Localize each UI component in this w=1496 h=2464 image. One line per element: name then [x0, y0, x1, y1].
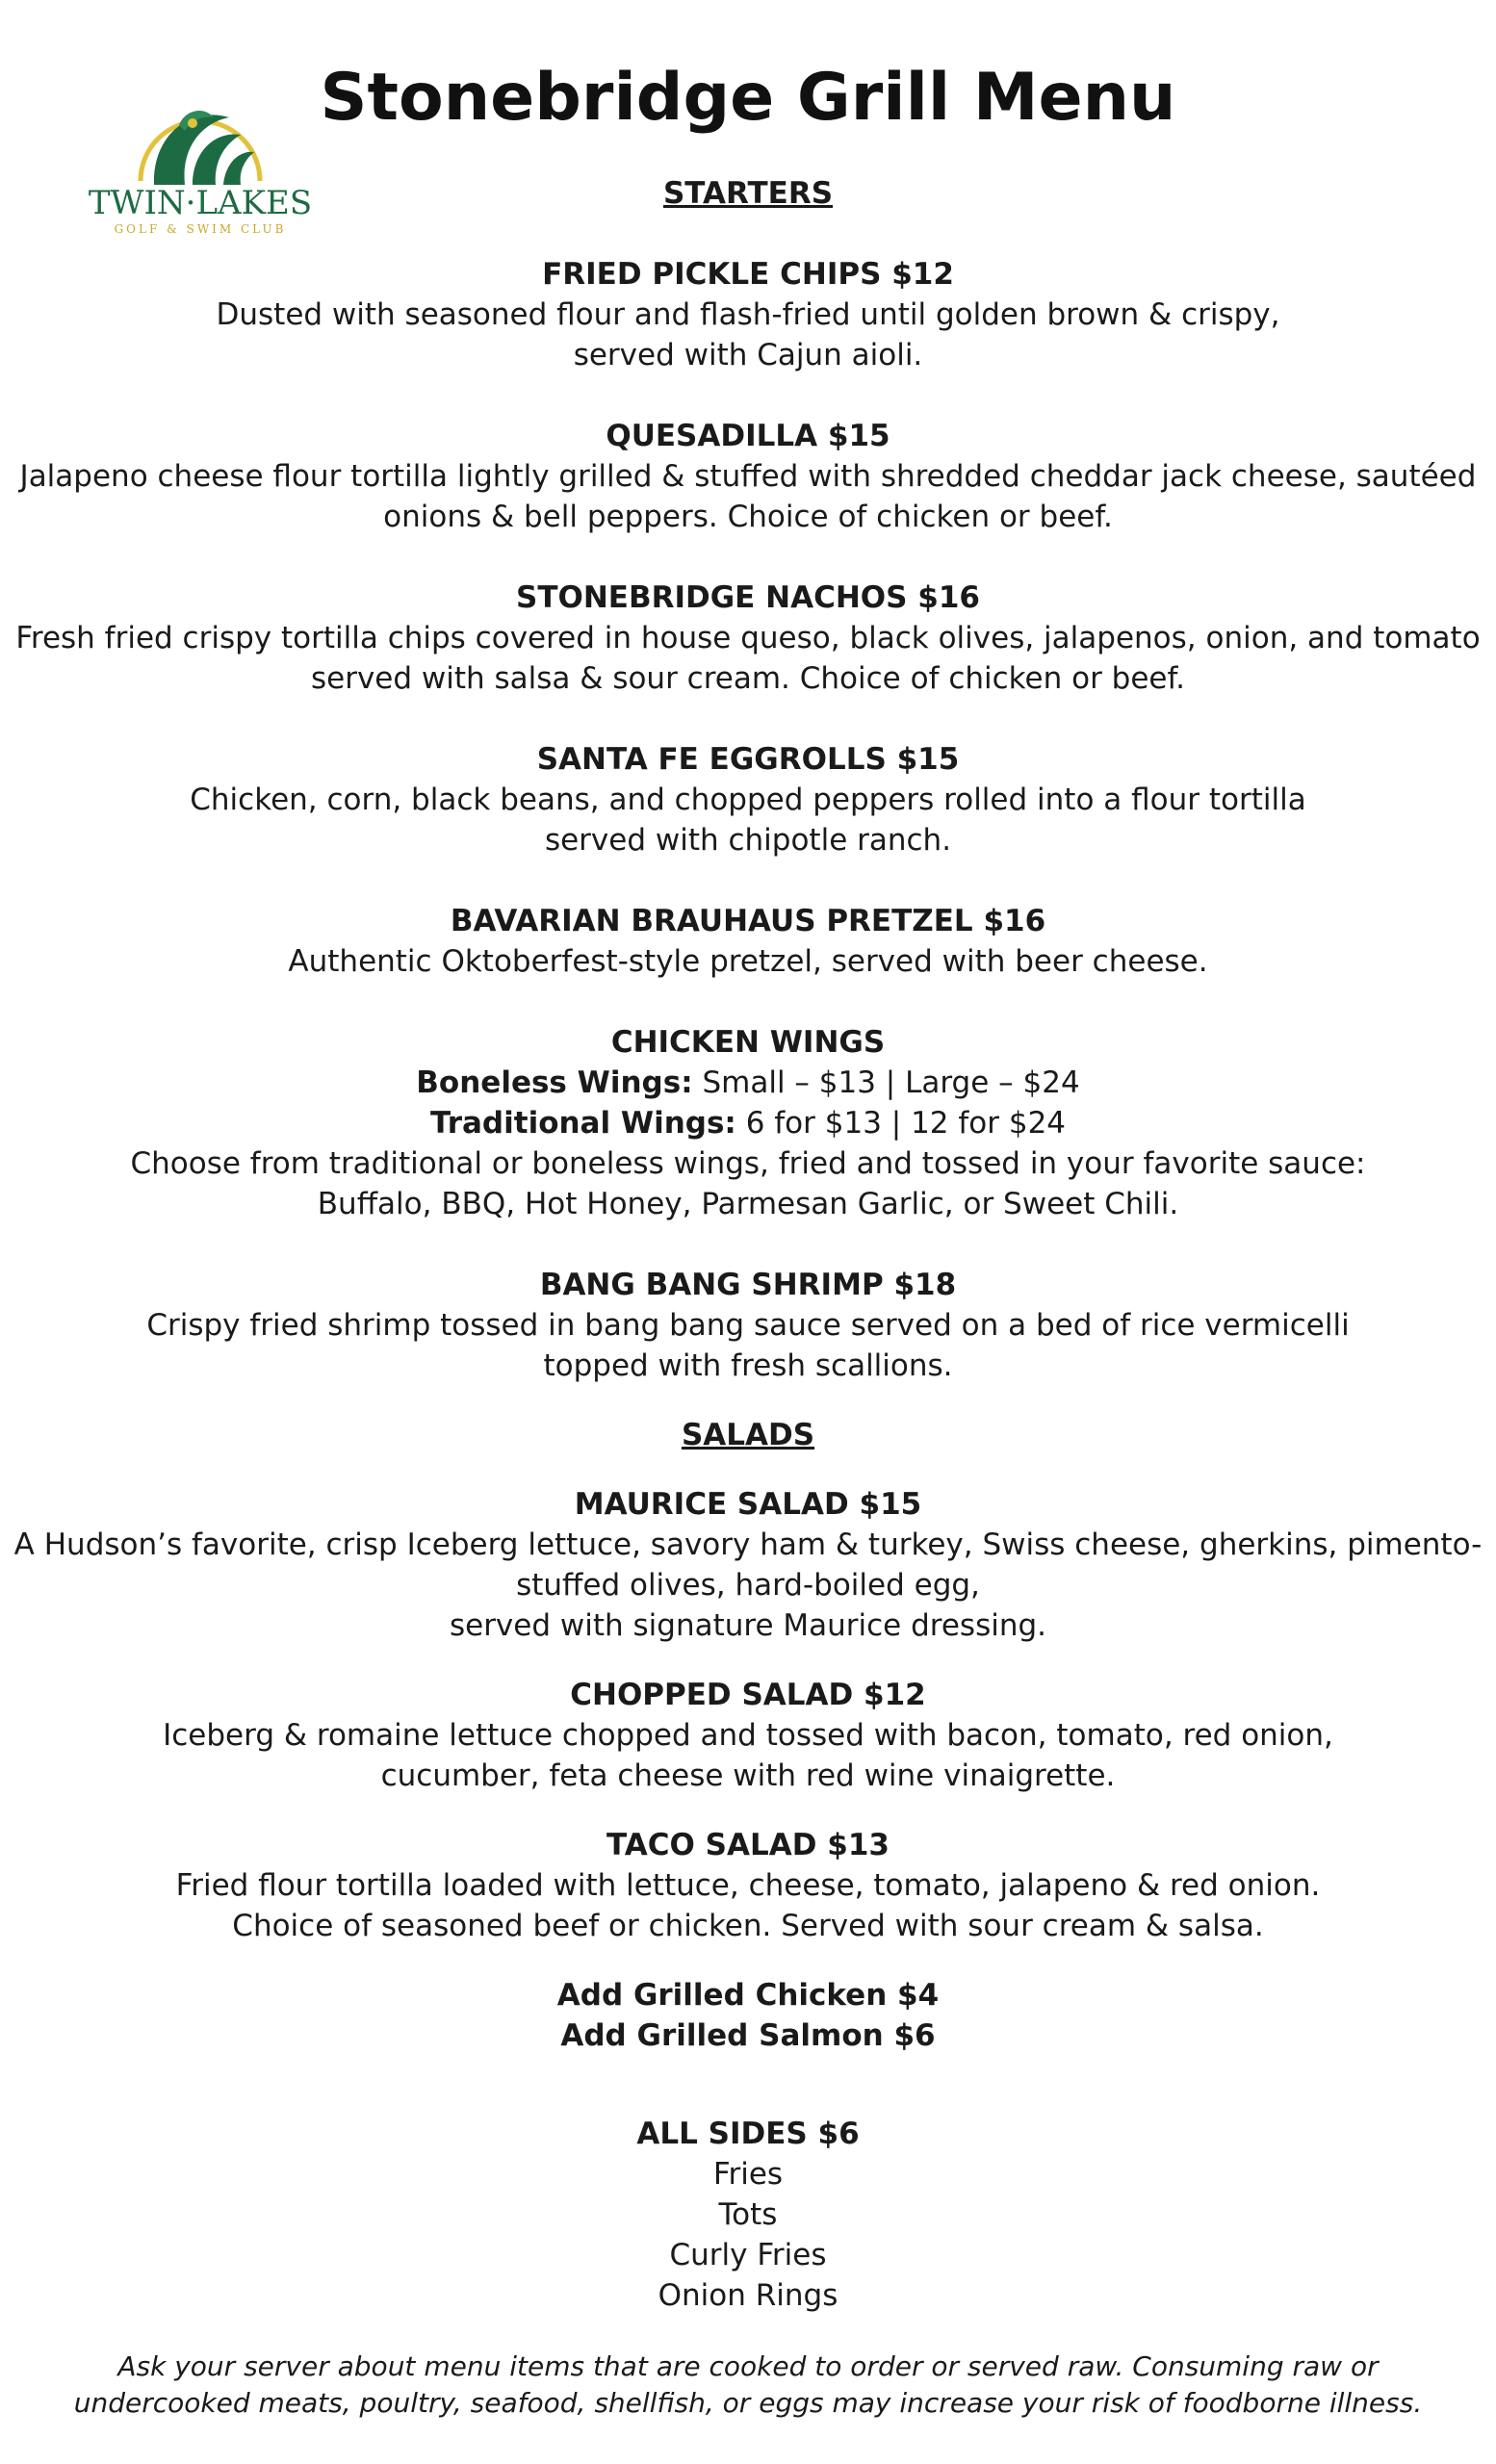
notice-line: undercooked meats, poultry, seafood, shellfish, or eggs may increase your risk of foodborne illness.: [73, 2387, 1423, 2419]
item-desc-line: cucumber, feta cheese with red wine vinaigrette.: [380, 1758, 1116, 1793]
item-desc-line: stuffed olives, hard-boiled egg,: [516, 1568, 980, 1603]
notice-line: Ask your server about menu items that are cooked to order or served raw. Consuming raw or: [117, 2350, 1379, 2382]
sides-list: [0, 2114, 1496, 2316]
menu-item-chopped-salad: [0, 1675, 1496, 1796]
menu-item-stonebridge-nachos: [0, 578, 1496, 699]
menu-item-quesadilla: [0, 416, 1496, 537]
item-name: BANG BANG SHRIMP $18: [539, 1268, 957, 1302]
menu-title: Stonebridge Grill Menu: [320, 60, 1176, 136]
logo-wordmark: TWIN·LAKES: [88, 184, 313, 222]
menu-item-santa-fe-eggrolls: [0, 739, 1496, 860]
item-name: SANTA FE EGGROLLS $15: [536, 742, 960, 777]
item-desc-line: Fried flour tortilla loaded with lettuce, cheese, tomato, jalapeno & red onion.: [175, 1868, 1321, 1903]
menu-item-maurice-salad: [0, 1484, 1496, 1646]
item-name: BAVARIAN BRAUHAUS PRETZEL $16: [450, 904, 1046, 938]
item-desc-line: Choose from traditional or boneless wings, fried and tossed in your favorite sauce:: [130, 1146, 1366, 1181]
wings-traditional-label: Traditional Wings:: [429, 1106, 736, 1141]
item-name: MAURICE SALAD $15: [574, 1487, 922, 1522]
logo-tagline: GOLF & SWIM CLUB: [114, 222, 287, 236]
section-heading-salads: SALADS: [681, 1418, 815, 1452]
item-desc-line: served with signature Maurice dressing.: [449, 1608, 1047, 1643]
item-name: TACO SALAD $13: [606, 1828, 890, 1862]
menu-content: [0, 173, 1496, 2316]
side-item: Fries: [712, 2157, 784, 2192]
addon-grilled-chicken: Add Grilled Chicken $4: [556, 1978, 940, 2013]
item-desc-line: Fresh fried crispy tortilla chips covered in house queso, black olives, jalapenos, onion, and tomato: [15, 621, 1481, 655]
item-desc-line: topped with fresh scallions.: [543, 1348, 953, 1383]
item-desc-line: Iceberg & romaine lettuce chopped and tossed with bacon, tomato, red onion,: [163, 1718, 1333, 1753]
wings-boneless-prices: Small – $13 | Large – $24: [702, 1065, 1080, 1100]
sides-heading: ALL SIDES $6: [636, 2117, 860, 2151]
side-item: Onion Rings: [658, 2278, 838, 2313]
side-item: Tots: [718, 2197, 778, 2232]
item-name: STONEBRIDGE NACHOS $16: [516, 580, 980, 615]
menu-item-fried-pickle-chips: [0, 254, 1496, 375]
item-desc-line: Choice of seasoned beef or chicken. Served with sour cream & salsa.: [232, 1909, 1264, 1943]
item-desc-line: Jalapeno cheese flour tortilla lightly grilled & stuffed with shredded cheddar jack cheese, sautéed: [19, 459, 1477, 494]
item-desc-line: Authentic Oktoberfest-style pretzel, served with beer cheese.: [288, 944, 1208, 979]
item-desc-line: Crispy fried shrimp tossed in bang bang sauce served on a bed of rice vermicelli: [146, 1308, 1350, 1343]
item-name: CHICKEN WINGS: [610, 1025, 886, 1060]
item-desc-line: served with salsa & sour cream. Choice of chicken or beef.: [310, 661, 1186, 696]
item-desc-line: onions & bell peppers. Choice of chicken or beef.: [383, 500, 1113, 534]
item-desc-line: A Hudson’s favorite, crisp Iceberg lettuce, savory ham & turkey, Swiss cheese, gherkins, pimento-: [13, 1527, 1483, 1562]
wings-boneless-label: Boneless Wings:: [416, 1065, 693, 1100]
wings-boneless-line: [0, 1063, 1496, 1103]
food-safety-notice: [0, 2348, 1496, 2422]
item-desc-line: served with chipotle ranch.: [544, 823, 952, 858]
side-item: Curly Fries: [669, 2238, 827, 2272]
item-name: CHOPPED SALAD $12: [570, 1678, 926, 1712]
item-desc-line: served with Cajun aioli.: [573, 338, 923, 372]
item-desc-line: Buffalo, BBQ, Hot Honey, Parmesan Garlic, or Sweet Chili.: [317, 1187, 1179, 1221]
item-desc-line: Dusted with seasoned flour and flash-fried until golden brown & crispy,: [216, 297, 1280, 332]
item-name: FRIED PICKLE CHIPS $12: [542, 257, 954, 292]
item-desc-line: Chicken, corn, black beans, and chopped peppers rolled into a flour tortilla: [190, 783, 1306, 817]
item-name: QUESADILLA $15: [606, 419, 890, 453]
menu-item-taco-salad: [0, 1825, 1496, 1946]
salad-addons: [0, 1975, 1496, 2056]
wings-traditional-prices: 6 for $13 | 12 for $24: [745, 1106, 1067, 1141]
addon-grilled-salmon: Add Grilled Salmon $6: [560, 2018, 936, 2053]
menu-item-bavarian-pretzel: [0, 901, 1496, 982]
menu-item-chicken-wings: [0, 1022, 1496, 1224]
menu-item-bang-bang-shrimp: [0, 1265, 1496, 1386]
section-heading-starters: STARTERS: [662, 176, 834, 211]
wings-traditional-line: [0, 1103, 1496, 1143]
